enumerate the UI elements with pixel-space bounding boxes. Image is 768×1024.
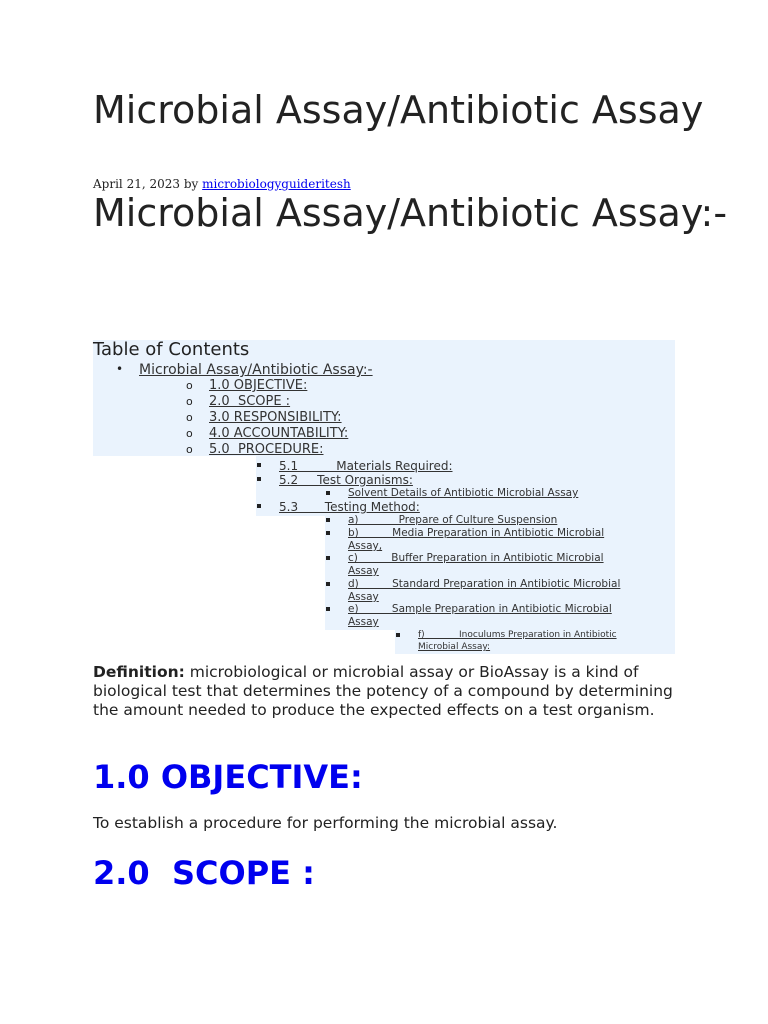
toc-item-objective[interactable]: 1.0 OBJECTIVE: xyxy=(209,378,308,393)
section-heading-objective: 1.0 OBJECTIVE: xyxy=(93,758,363,796)
toc-item-culture-suspension[interactable]: a) Prepare of Culture Suspension xyxy=(348,514,558,526)
toc-item-inoculums[interactable]: f) Inoculums Preparation in Antibiotic xyxy=(418,630,617,640)
toc-item-inoculums-cont[interactable]: Microbial Assay: xyxy=(418,642,491,652)
toc-bullet xyxy=(257,504,261,508)
definition-label: Definition: xyxy=(93,663,185,681)
toc-bullet xyxy=(326,607,330,611)
toc-item-standard-preparation[interactable]: d) Standard Preparation in Antibiotic Microbial xyxy=(348,578,621,590)
toc-bullet xyxy=(257,463,261,467)
toc-bullet: o xyxy=(186,379,193,392)
author-link[interactable]: microbiologyguideritesh xyxy=(202,177,351,191)
toc-item-buffer-preparation-cont[interactable]: Assay xyxy=(348,565,379,577)
post-date: April 21, 2023 xyxy=(93,177,181,191)
toc-bullet: o xyxy=(186,443,193,456)
toc-bullet xyxy=(326,582,330,586)
toc-item-test-organisms[interactable]: 5.2 Test Organisms: xyxy=(279,473,413,487)
toc-bullet xyxy=(326,491,330,495)
definition-text: microbiological or microbial assay or BioAssay is a kind of biological test that determines the potency of a compound by determining the amount needed to produce the expected effects on a test organism. xyxy=(93,663,673,719)
toc-item-responsibility[interactable]: 3.0 RESPONSIBILITY: xyxy=(209,410,342,425)
toc-item-solvent[interactable]: Solvent Details of Antibiotic Microbial Assay xyxy=(348,487,579,499)
toc-item-media-preparation-cont[interactable]: Assay, xyxy=(348,540,383,552)
toc-item-sample-preparation-cont[interactable]: Assay xyxy=(348,616,379,628)
toc-bullet: o xyxy=(186,427,193,440)
toc-title: Table of Contents xyxy=(93,339,250,360)
toc-item-scope[interactable]: 2.0 SCOPE : xyxy=(209,394,291,409)
toc-bullet: • xyxy=(116,362,124,376)
toc-bullet xyxy=(257,477,261,481)
toc-bullet: o xyxy=(186,411,193,424)
toc-item-sample-preparation[interactable]: e) Sample Preparation in Antibiotic Microbial xyxy=(348,603,612,615)
section-text-objective: To establish a procedure for performing the microbial assay. xyxy=(93,814,558,832)
toc-bullet xyxy=(326,531,330,535)
toc-item-materials[interactable]: 5.1 Materials Required: xyxy=(279,459,453,473)
toc-bullet xyxy=(326,556,330,560)
toc-item-standard-preparation-cont[interactable]: Assay xyxy=(348,591,379,603)
toc-item-media-preparation[interactable]: b) Media Preparation in Antibiotic Microbial xyxy=(348,527,605,539)
toc-bullet xyxy=(396,633,400,637)
definition-paragraph xyxy=(93,663,683,720)
by-label: by xyxy=(183,177,199,191)
toc-item-accountability[interactable]: 4.0 ACCOUNTABILITY: xyxy=(209,426,349,441)
toc-item-heading[interactable]: Microbial Assay/Antibiotic Assay:- xyxy=(139,362,373,378)
toc-item-testing-method[interactable]: 5.3 Testing Method: xyxy=(279,500,420,514)
toc-item-buffer-preparation[interactable]: c) Buffer Preparation in Antibiotic Microbial xyxy=(348,552,604,564)
article-meta xyxy=(93,176,351,192)
toc-bullet xyxy=(326,518,330,522)
toc-bullet: o xyxy=(186,395,193,408)
toc-item-procedure[interactable]: 5.0 PROCEDURE: xyxy=(209,442,324,457)
section-heading-scope: 2.0 SCOPE : xyxy=(93,854,315,892)
article-heading: Microbial Assay/Antibiotic Assay:- xyxy=(93,191,728,235)
article-title: Microbial Assay/Antibiotic Assay xyxy=(93,88,704,132)
